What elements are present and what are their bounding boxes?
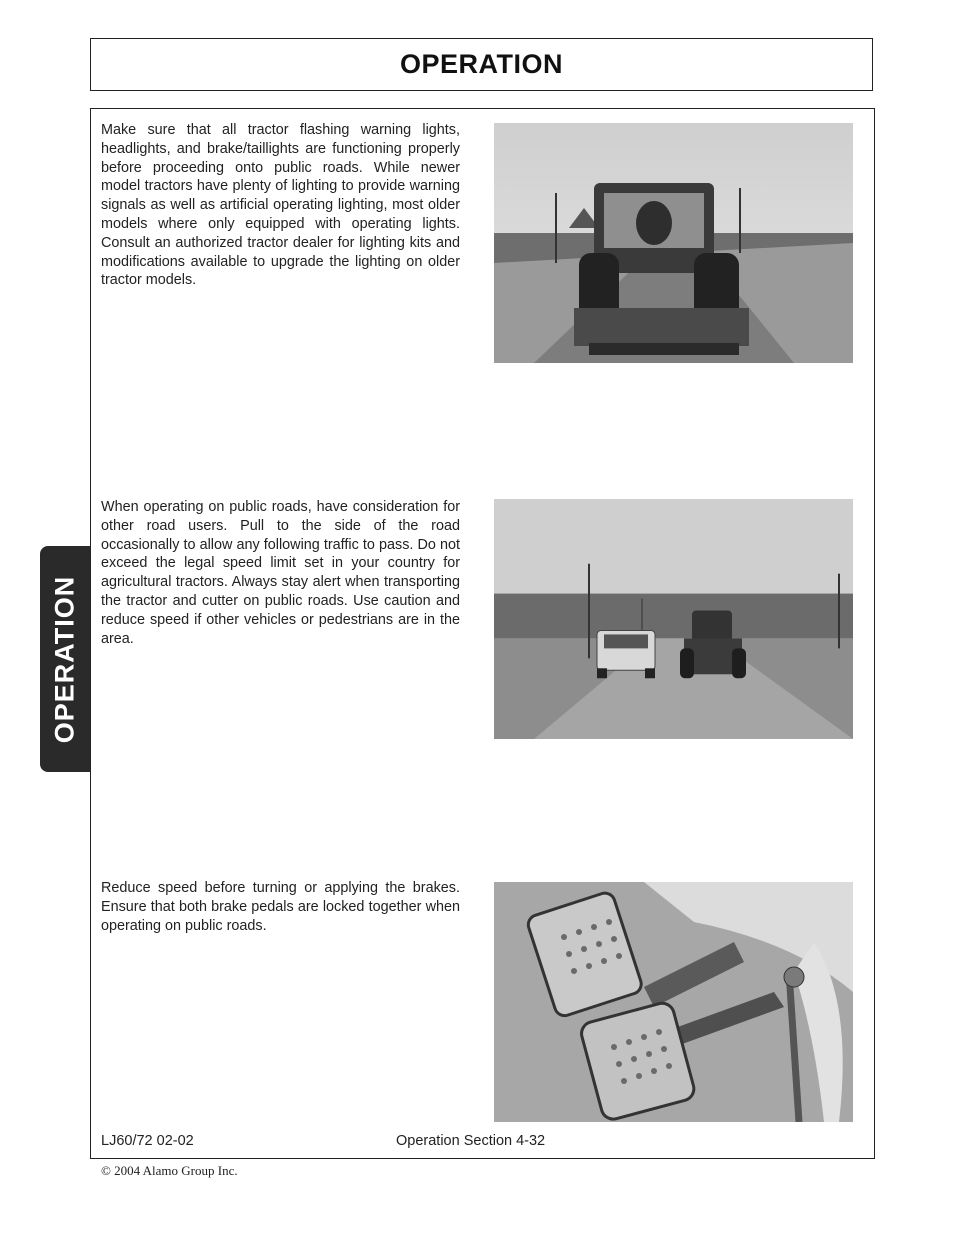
footer-document-id: LJ60/72 02-02 [101,1133,194,1149]
copyright-notice: © 2004 Alamo Group Inc. [101,1163,238,1178]
section-road-users-text: When operating on public roads, have consideration for other road users. Pull to the side of the road occasionally to allow any following traffic to pass. Do not exceed the legal speed limit set in your country for agricultural tractors. Always stay alert when transporting the tractor and cutter on public roads. Use caution and reduce speed if other vehicles or pedestrians are in the area. [101,499,460,647]
side-tab-label: OPERATION [49,575,80,743]
section-brakes-text: Reduce speed before turning or applying the brakes. Ensure that both brake pedals are locked together when operating on public roads. [101,880,460,934]
section-side-tab [40,546,90,772]
page-title: OPERATION [399,49,563,79]
section-lighting-text: Make sure that all tractor flashing warning lights, headlights, and brake/taillights are functioning properly before proceeding onto public roads. While newer model tractors have plenty of lighting to provide warning signals as well as artificial operating lighting, most older models where only equipped with operating lights. Consult an authorized tractor dealer for lighting kits and modifications available to upgrade the lighting on older tractor models. [101,122,460,289]
photo-tractor-rear-lights [494,123,853,363]
page-header [90,38,873,91]
photo-brake-pedals [494,882,853,1122]
photo-tractor-and-truck-on-road [494,499,853,739]
footer-page-number: Operation Section 4-32 [396,1133,546,1149]
